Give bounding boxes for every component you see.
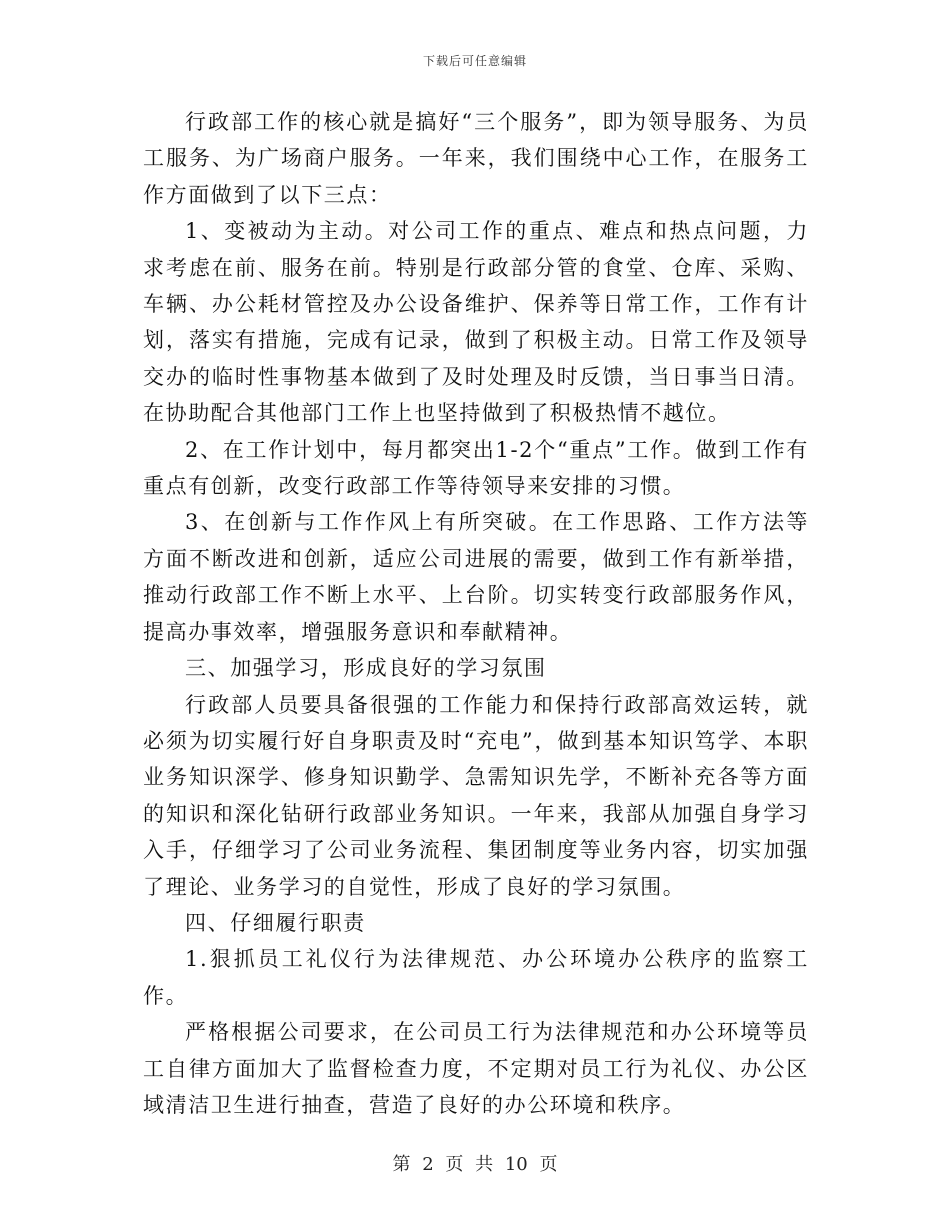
page-header: 下载后可任意编辑 [422,54,527,68]
paragraph-duty-1-body: 严格根据公司要求，在公司员工行为法律规范和办公环境等员工自律方面加大了监督检查力度，不定期对员工行为礼仪、办公区域清洁卫生进行抽查，营造了良好的办公环境和秩序。 [143,1020,809,1117]
paragraph-point-2: 2、在工作计划中，每月都突出1-2个“重点”工作。做到工作有重点有创新，改变行政部工作等待领导来安排的习惯。 [143,437,809,499]
section-heading-duties: 四、仔细履行职责 [185,910,366,935]
paragraph-duty-1-title: 1.狠抓员工礼仪行为法律规范、办公环境办公秩序的监察工作。 [143,947,809,1008]
page-number: 第 2 页 共 10 页 [392,1154,558,1175]
section-heading-learning: 三、加强学习，形成良好的学习氛围 [185,656,547,681]
document-body [143,104,809,1123]
paragraph-point-3: 3、在创新与工作作风上有所突破。在工作思路、工作方法等方面不断改进和创新，适应公司进展的需要，做到工作有新举措，推动行政部工作不断上水平、上台阶。切实转变行政部服务作风，提高办事效率，增强服务意识和奉献精神。 [143,510,809,644]
paragraph-point-1: 1、变被动为主动。对公司工作的重点、难点和热点问题，力求考虑在前、服务在前。特别是行政部分管的食堂、仓库、采购、车辆、办公耗材管控及办公设备维护、保养等日常工作，工作有计划，落实有措施，完成有记录，做到了积极主动。日常工作及领导交办的临时性事物基本做到了及时处理及时反馈，当日事当日清。在协助配合其他部门工作上也坚持做到了积极热情不越位。 [143,219,809,426]
paragraph-service-intro: 行政部工作的核心就是搞好“三个服务”，即为领导服务、为员工服务、为广场商户服务。一年来，我们围绕中心工作，在服务工作方面做到了以下三点： [143,110,809,207]
paragraph-learning: 行政部人员要具备很强的工作能力和保持行政部高效运转，就必须为切实履行好自身职责及时“充电”，做到基本知识笃学、本职业务知识深学、修身知识勤学、急需知识先学，不断补充各等方面的知识和深化钻研行政部业务知识。一年来，我部从加强自身学习入手，仔细学习了公司业务流程、集团制度等业务内容，切实加强了理论、业务学习的自觉性，形成了良好的学习氛围。 [143,692,809,899]
